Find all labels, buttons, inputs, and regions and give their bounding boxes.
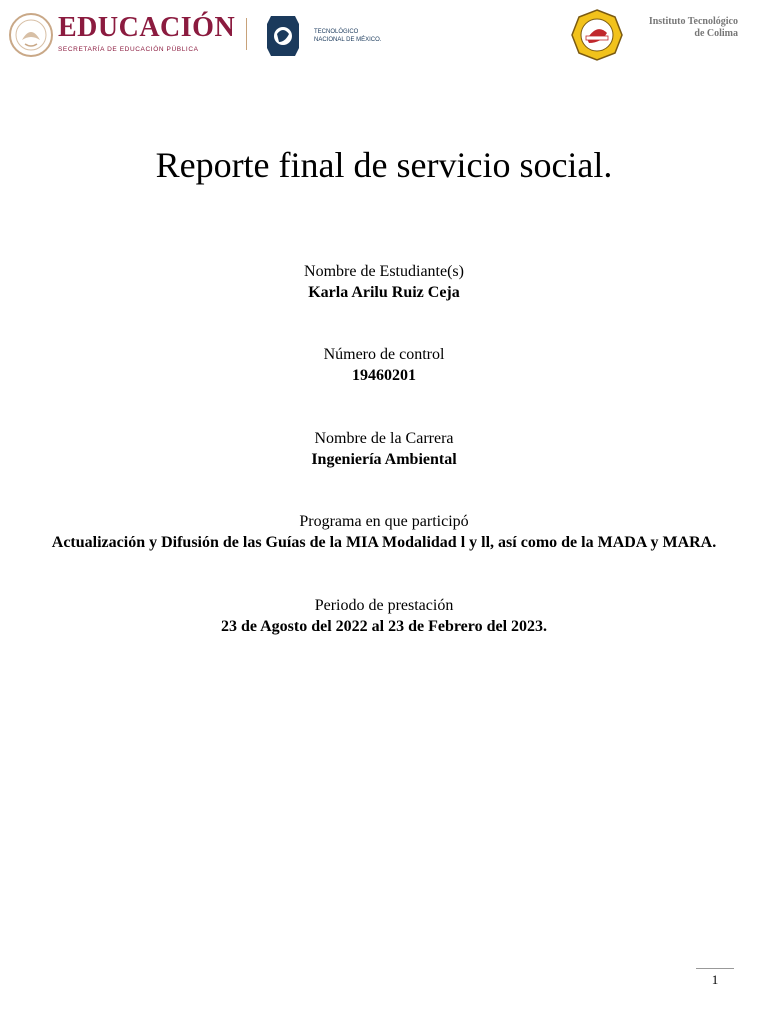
field-label: Nombre de la Carrera xyxy=(314,430,454,447)
itc-logo-icon xyxy=(571,9,623,61)
institute-name-line2: de Colima xyxy=(694,28,738,39)
field-value: Actualización y Difusión de las Guías de la MIA Modalidad l y ll, así como de la MADA y MARA. xyxy=(51,534,717,551)
field-program xyxy=(40,511,728,553)
tecnm-gear-icon xyxy=(265,12,301,60)
field-control-number xyxy=(40,344,728,386)
header-divider xyxy=(246,18,247,50)
field-student-name xyxy=(40,261,728,303)
field-value: Ingeniería Ambiental xyxy=(311,451,457,468)
tecnm-text: TECNOLÓGICO NACIONAL DE MÉXICO. xyxy=(314,29,382,43)
field-label: Programa en que participó xyxy=(299,513,469,530)
page-header xyxy=(0,0,768,72)
page-number: 1 xyxy=(711,972,719,987)
footer-rule xyxy=(696,968,734,969)
sep-logo xyxy=(58,12,235,53)
institute-name-line1: Instituto Tecnológico xyxy=(648,16,738,27)
field-value: Karla Arilu Ruiz Ceja xyxy=(308,284,460,301)
field-service-period xyxy=(40,595,728,637)
field-value: 23 de Agosto del 2022 al 23 de Febrero del 2023. xyxy=(220,618,548,635)
field-career-name xyxy=(40,428,728,470)
institute-name xyxy=(628,16,738,40)
sep-title: EDUCACIÓN xyxy=(58,12,236,43)
field-value: 19460201 xyxy=(352,367,416,384)
document-title: Reporte final de servicio social. xyxy=(155,145,613,185)
mexico-seal-icon xyxy=(8,12,54,58)
sep-subtitle: SECRETARÍA DE EDUCACIÓN PÚBLICA xyxy=(58,46,199,53)
field-label: Periodo de prestación xyxy=(314,597,454,614)
field-label: Número de control xyxy=(323,346,445,363)
field-label: Nombre de Estudiante(s) xyxy=(304,263,464,280)
